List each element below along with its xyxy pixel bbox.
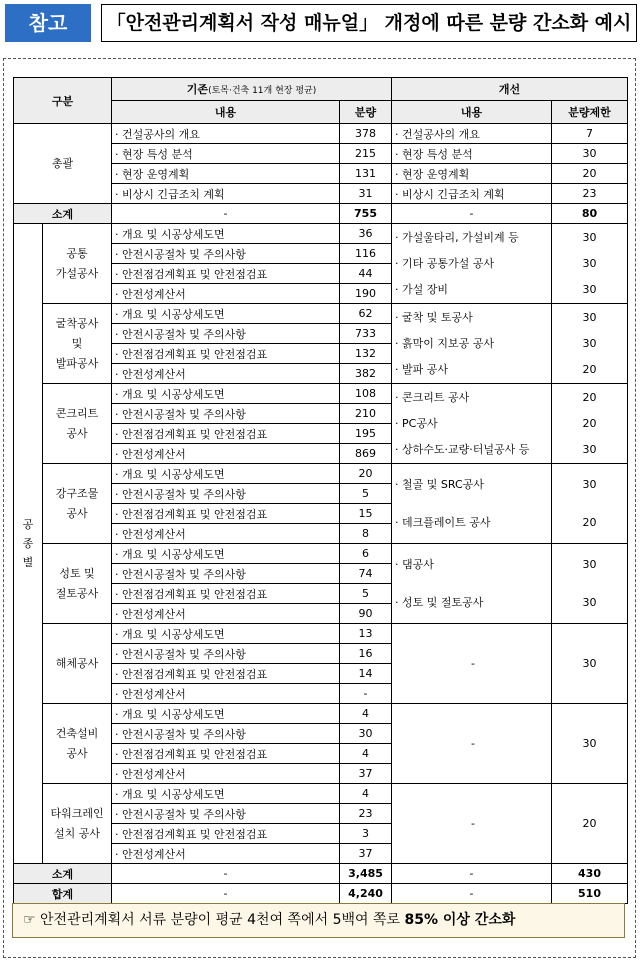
limit-value: 20 — [582, 816, 597, 830]
existing-item: · 안전성계산서 — [112, 764, 340, 784]
limit-value: 30 — [582, 310, 597, 324]
existing-item: · 안전점검계획표 및 안전점검표 — [112, 264, 340, 284]
trade-subtotal-existing: - — [112, 864, 340, 884]
general-subtotal-existing: - — [112, 204, 340, 224]
existing-amount: 378 — [340, 124, 392, 144]
trade-name — [43, 624, 112, 704]
existing-item: · 안전성계산서 — [112, 284, 340, 304]
improved-items — [392, 464, 552, 544]
existing-amount: 90 — [340, 604, 392, 624]
limit-value: 30 — [582, 230, 597, 244]
existing-amount: 733 — [340, 324, 392, 344]
header-existing — [112, 78, 392, 101]
table-row — [14, 704, 628, 724]
existing-item: · 안전시공절차 및 주의사항 — [112, 404, 340, 424]
header-improved: 개선 — [392, 78, 628, 101]
existing-item: · 안전점검계획표 및 안전점검표 — [112, 664, 340, 684]
existing-amount: 5 — [340, 584, 392, 604]
general-subtotal-label: 소계 — [14, 204, 112, 224]
improved-items — [392, 624, 552, 704]
limit-values — [552, 304, 628, 384]
existing-item: · 안전점검계획표 및 안전점검표 — [112, 344, 340, 364]
existing-amount: 131 — [340, 164, 392, 184]
improved-item: - — [471, 816, 475, 830]
trade-name — [43, 224, 112, 304]
table-row — [14, 224, 628, 244]
group-by-trade-label: 공 종 별 — [22, 518, 34, 569]
existing-amount: 132 — [340, 344, 392, 364]
existing-amount: 869 — [340, 444, 392, 464]
table-row — [14, 304, 628, 324]
existing-item: · 안전성계산서 — [112, 524, 340, 544]
existing-amount: 5 — [340, 484, 392, 504]
group-general-label: 총괄 — [51, 156, 74, 170]
improved-item: · 콘크리트 공사 — [395, 390, 470, 404]
improved-item: · 데크플레이트 공사 — [395, 515, 491, 529]
limit-values — [552, 464, 628, 544]
existing-amount: 31 — [340, 184, 392, 204]
existing-item: · 개요 및 시공상세도면 — [112, 304, 340, 324]
limit-value: 30 — [582, 557, 597, 571]
existing-amount: 62 — [340, 304, 392, 324]
existing-amount: 4 — [340, 784, 392, 804]
trade-name-label: 강구조물 공사 — [55, 486, 99, 520]
general-subtotal-improved: - — [392, 204, 552, 224]
improved-item: · 댐공사 — [395, 557, 434, 571]
existing-item: · 현장 운영계획 — [112, 164, 340, 184]
reference-badge: 참고 — [5, 4, 91, 42]
existing-amount: 190 — [340, 284, 392, 304]
limit-value: 30 — [552, 144, 628, 164]
trade-name-label: 굴착공사 및 발파공사 — [55, 316, 99, 370]
table-row — [14, 784, 628, 804]
trade-name — [43, 784, 112, 864]
improved-item: · 성토 및 절토공사 — [395, 595, 484, 609]
existing-amount: 108 — [340, 384, 392, 404]
limit-value: 30 — [582, 477, 597, 491]
limit-values — [552, 624, 628, 704]
improved-item: · 건설공사의 개요 — [392, 124, 552, 144]
improved-item: · 가설울타리, 가설비계 등 — [395, 230, 519, 244]
improved-item: · 비상시 긴급조치 계획 — [392, 184, 552, 204]
existing-item: · 비상시 긴급조치 계획 — [112, 184, 340, 204]
existing-amount: 4 — [340, 704, 392, 724]
improved-item: · 현장 운영계획 — [392, 164, 552, 184]
table-row — [14, 124, 628, 144]
conclusion-text: 안전관리계획서 서류 분량이 평균 4천여 쪽에서 5백여 쪽로 — [40, 912, 405, 928]
page-title: 「안전관리계획서 작성 매뉴얼」 개정에 따른 분량 간소화 예시 — [101, 4, 637, 42]
trade-subtotal-limit: 430 — [552, 864, 628, 884]
existing-amount: 4 — [340, 744, 392, 764]
existing-item: · 안전성계산서 — [112, 604, 340, 624]
existing-amount: 74 — [340, 564, 392, 584]
header-content: 내용 — [112, 101, 340, 124]
limit-value: 23 — [552, 184, 628, 204]
trade-name-label: 콘크리트 공사 — [55, 406, 99, 440]
existing-item: · 개요 및 시공상세도면 — [112, 784, 340, 804]
existing-item: · 건설공사의 개요 — [112, 124, 340, 144]
limit-value: 7 — [552, 124, 628, 144]
general-subtotal-limit: 80 — [552, 204, 628, 224]
grand-total-label: 합계 — [14, 884, 112, 904]
existing-amount: 37 — [340, 844, 392, 864]
limit-value: 30 — [582, 656, 597, 670]
header-existing-note: (토목·건축 11개 현장 평균) — [208, 86, 317, 96]
limit-values — [552, 704, 628, 784]
trade-name-label: 성토 및 절토공사 — [55, 566, 99, 600]
trade-name-label: 공통 가설공사 — [55, 246, 99, 280]
limit-value: 30 — [582, 256, 597, 270]
grand-total-limit: 510 — [552, 884, 628, 904]
group-by-trade — [14, 224, 43, 864]
general-subtotal — [14, 204, 628, 224]
improved-items — [392, 384, 552, 464]
limit-value: 20 — [582, 362, 597, 376]
existing-amount: 215 — [340, 144, 392, 164]
existing-item: · 개요 및 시공상세도면 — [112, 464, 340, 484]
trade-name-label: 건축설비 공사 — [55, 726, 99, 760]
existing-item: · 안전시공절차 및 주의사항 — [112, 244, 340, 264]
conclusion-emphasis: 85% 이상 간소화 — [404, 912, 516, 928]
pointing-hand-icon: ☞ — [23, 912, 41, 928]
table-row — [14, 544, 628, 564]
trade-subtotal — [14, 864, 628, 884]
existing-item: · 안전성계산서 — [112, 844, 340, 864]
improved-item: · 기타 공통가설 공사 — [395, 256, 495, 270]
existing-amount: 44 — [340, 264, 392, 284]
conclusion-box — [12, 903, 625, 938]
existing-item: · 안전시공절차 및 주의사항 — [112, 724, 340, 744]
improved-items — [392, 784, 552, 864]
existing-item: · 안전성계산서 — [112, 364, 340, 384]
existing-amount: 16 — [340, 644, 392, 664]
limit-value: 30 — [582, 336, 597, 350]
existing-item: · 개요 및 시공상세도면 — [112, 624, 340, 644]
existing-amount: 8 — [340, 524, 392, 544]
limit-value: 20 — [582, 515, 597, 529]
existing-amount: 14 — [340, 664, 392, 684]
trade-subtotal-amount: 3,485 — [340, 864, 392, 884]
trade-subtotal-improved: - — [392, 864, 552, 884]
group-general — [14, 124, 112, 204]
limit-value: 20 — [582, 390, 597, 404]
trade-name — [43, 304, 112, 384]
existing-item: · 개요 및 시공상세도면 — [112, 704, 340, 724]
trade-name — [43, 464, 112, 544]
limit-values — [552, 224, 628, 304]
existing-item: · 안전시공절차 및 주의사항 — [112, 804, 340, 824]
limit-value: 20 — [552, 164, 628, 184]
grand-total-amount: 4,240 — [340, 884, 392, 904]
header-content-new: 내용 — [392, 101, 552, 124]
limit-value: 30 — [582, 736, 597, 750]
existing-item: · 현장 특성 분석 — [112, 144, 340, 164]
improved-item: · 발파 공사 — [395, 362, 449, 376]
limit-values — [552, 544, 628, 624]
improved-item: - — [471, 736, 475, 750]
improved-items — [392, 304, 552, 384]
improved-item: · 가설 장비 — [395, 282, 449, 296]
existing-item: · 개요 및 시공상세도면 — [112, 544, 340, 564]
improved-item: - — [471, 656, 475, 670]
limit-values — [552, 784, 628, 864]
table-row — [14, 464, 628, 484]
existing-item: · 안전점검계획표 및 안전점검표 — [112, 744, 340, 764]
comparison-table — [13, 77, 628, 904]
improved-item: · PC공사 — [395, 416, 438, 430]
improved-items — [392, 704, 552, 784]
existing-item: · 안전성계산서 — [112, 444, 340, 464]
existing-item: · 개요 및 시공상세도면 — [112, 224, 340, 244]
trade-name — [43, 384, 112, 464]
existing-amount: 3 — [340, 824, 392, 844]
existing-amount: 23 — [340, 804, 392, 824]
existing-amount: 382 — [340, 364, 392, 384]
existing-item: · 안전시공절차 및 주의사항 — [112, 324, 340, 344]
improved-item: · 흙막이 지보공 공사 — [395, 336, 495, 350]
existing-item: · 안전시공절차 및 주의사항 — [112, 484, 340, 504]
existing-item: · 안전시공절차 및 주의사항 — [112, 564, 340, 584]
existing-item: · 안전시공절차 및 주의사항 — [112, 644, 340, 664]
existing-item: · 개요 및 시공상세도면 — [112, 384, 340, 404]
improved-item: · 상하수도·교량·터널공사 등 — [395, 442, 530, 456]
existing-amount: 195 — [340, 424, 392, 444]
improved-item: · 철골 및 SRC공사 — [395, 477, 484, 491]
page-header — [5, 4, 637, 42]
grand-total-existing: - — [112, 884, 340, 904]
existing-item: · 안전점검계획표 및 안전점검표 — [112, 504, 340, 524]
existing-amount: 13 — [340, 624, 392, 644]
table-row — [14, 624, 628, 644]
limit-values — [552, 384, 628, 464]
limit-value: 20 — [582, 416, 597, 430]
trade-name-label: 해체공사 — [55, 656, 99, 670]
header-amount: 분량 — [340, 101, 392, 124]
table-row — [14, 384, 628, 404]
improved-item: · 현장 특성 분석 — [392, 144, 552, 164]
limit-value: 30 — [582, 595, 597, 609]
existing-amount: 210 — [340, 404, 392, 424]
improved-items — [392, 224, 552, 304]
limit-value: 30 — [582, 282, 597, 296]
trade-name-label: 타워크레인 설치 공사 — [50, 806, 104, 840]
existing-amount: 30 — [340, 724, 392, 744]
grand-total-improved: - — [392, 884, 552, 904]
existing-amount: 15 — [340, 504, 392, 524]
grand-total — [14, 884, 628, 904]
existing-item: · 안전점검계획표 및 안전점검표 — [112, 584, 340, 604]
header-gubun: 구분 — [14, 78, 112, 124]
existing-amount: 116 — [340, 244, 392, 264]
trade-name — [43, 544, 112, 624]
existing-amount: 37 — [340, 764, 392, 784]
existing-amount: 6 — [340, 544, 392, 564]
existing-item: · 안전점검계획표 및 안전점검표 — [112, 824, 340, 844]
general-subtotal-amount: 755 — [340, 204, 392, 224]
existing-amount: 36 — [340, 224, 392, 244]
trade-name — [43, 704, 112, 784]
existing-amount: 20 — [340, 464, 392, 484]
existing-item: · 안전점검계획표 및 안전점검표 — [112, 424, 340, 444]
trade-subtotal-label: 소계 — [14, 864, 112, 884]
limit-value: 30 — [582, 442, 597, 456]
existing-amount: - — [340, 684, 392, 704]
existing-item: · 안전성계산서 — [112, 684, 340, 704]
header-existing-label: 기존 — [186, 83, 209, 96]
improved-item: · 굴착 및 토공사 — [395, 310, 473, 324]
header-limit: 분량제한 — [552, 101, 628, 124]
improved-items — [392, 544, 552, 624]
